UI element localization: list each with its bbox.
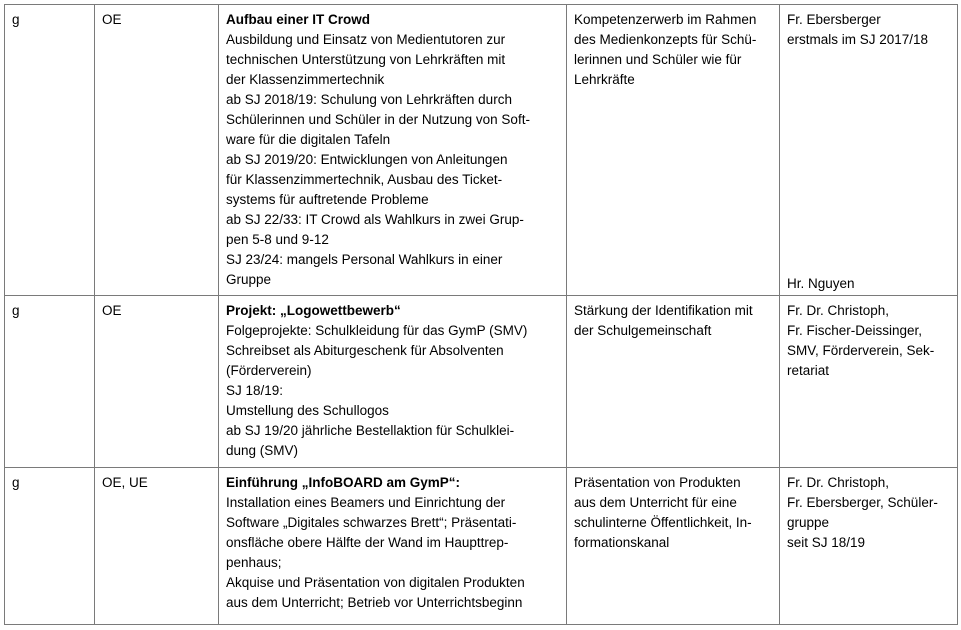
description-line: Folgeprojekte: Schulkleidung für das GymP (SMV) [226, 323, 528, 338]
responsible-line: Fr. Ebersberger, Schüler- [787, 495, 938, 510]
description-line: Gruppe [226, 272, 272, 287]
table-row [5, 5, 958, 296]
description-line: ab SJ 2018/19: Schulung von Lehrkräften durch [226, 92, 512, 107]
description-line: Schreibset als Abiturgeschenk für Absolventen [226, 343, 504, 358]
description-line: ab SJ 22/33: IT Crowd als Wahlkurs in zwei Grup- [226, 212, 524, 227]
responsible-line: Fr. Ebersberger [787, 12, 881, 27]
description-line: Software „Digitales schwarzes Brett“; Präsentati- [226, 515, 517, 530]
responsible-cell [780, 468, 958, 625]
goal-line: aus dem Unterricht für eine [574, 495, 737, 510]
description-cell [219, 5, 567, 296]
category-cell [95, 5, 219, 296]
description-line: systems für auftretende Probleme [226, 192, 429, 207]
category-text: OE, UE [102, 475, 148, 490]
description-line: für Klassenzimmertechnik, Ausbau des Ticket- [226, 172, 503, 187]
responsible-secondary: Hr. Nguyen [787, 276, 855, 291]
description-line: SJ 18/19: [226, 383, 284, 398]
description-line: Schülerinnen und Schüler in der Nutzung von Soft- [226, 112, 530, 127]
measure-title: Aufbau einer IT Crowd [226, 12, 371, 27]
level-cell [5, 5, 95, 296]
responsible-line: retariat [787, 363, 830, 378]
goal-line: formationskanal [574, 535, 670, 550]
table-row [5, 296, 958, 468]
level-text: g [12, 475, 20, 490]
description-cell [219, 468, 567, 625]
goal-line: Präsentation von Produkten [574, 475, 741, 490]
goal-line: lerinnen und Schüler wie für [574, 52, 742, 67]
goal-line: Stärkung der Identifikation mit [574, 303, 753, 318]
description-line: ab SJ 2019/20: Entwicklungen von Anleitungen [226, 152, 508, 167]
description-line: aus dem Unterricht; Betrieb vor Unterrichtsbeginn [226, 595, 523, 610]
measures-table [4, 4, 958, 625]
measure-title: Projekt: „Logowettbewerb“ [226, 303, 401, 318]
responsible-line: Fr. Fischer-Deissinger, [787, 323, 923, 338]
responsible-cell [780, 5, 958, 296]
level-cell [5, 296, 95, 468]
responsible-cell [780, 296, 958, 468]
measure-title: Einführung „InfoBOARD am GymP“: [226, 475, 460, 490]
responsible-line: gruppe [787, 515, 830, 530]
goal-cell [567, 5, 780, 296]
responsible-line: erstmals im SJ 2017/18 [787, 32, 929, 47]
description-line: onsfläche obere Hälfte der Wand im Haupttrep- [226, 535, 509, 550]
responsible-line: Fr. Dr. Christoph, [787, 475, 890, 490]
description-cell [219, 296, 567, 468]
goal-line: schulinterne Öffentlichkeit, In- [574, 515, 752, 530]
description-line: der Klassenzimmertechnik [226, 72, 385, 87]
description-line: Akquise und Präsentation von digitalen Produkten [226, 575, 525, 590]
description-line: ab SJ 19/20 jährliche Bestellaktion für Schulklei- [226, 423, 515, 438]
goal-line: Lehrkräfte [574, 72, 635, 87]
description-line: ware für die digitalen Tafeln [226, 132, 391, 147]
responsible-line: seit SJ 18/19 [787, 535, 866, 550]
category-text: OE [102, 12, 122, 27]
category-cell [95, 296, 219, 468]
description-line: dung (SMV) [226, 443, 299, 458]
responsible-line: Fr. Dr. Christoph, [787, 303, 890, 318]
category-cell [95, 468, 219, 625]
goal-line: Kompetenzerwerb im Rahmen [574, 12, 757, 27]
description-line: Installation eines Beamers und Einrichtung der [226, 495, 506, 510]
description-line: pen 5-8 und 9-12 [226, 232, 329, 247]
description-line: Umstellung des Schullogos [226, 403, 389, 418]
goal-cell [567, 296, 780, 468]
goal-cell [567, 468, 780, 625]
description-line: technischen Unterstützung von Lehrkräften mit [226, 52, 506, 67]
goal-line: des Medienkonzepts für Schü- [574, 32, 757, 47]
table-row [5, 468, 958, 625]
category-text: OE [102, 303, 122, 318]
description-line: penhaus; [226, 555, 282, 570]
level-text: g [12, 12, 20, 27]
responsible-line: SMV, Förderverein, Sek- [787, 343, 935, 358]
level-text: g [12, 303, 20, 318]
description-line: (Förderverein) [226, 363, 312, 378]
goal-line: der Schulgemeinschaft [574, 323, 712, 338]
level-cell [5, 468, 95, 625]
description-line: SJ 23/24: mangels Personal Wahlkurs in einer [226, 252, 503, 267]
description-line: Ausbildung und Einsatz von Medientutoren zur [226, 32, 506, 47]
